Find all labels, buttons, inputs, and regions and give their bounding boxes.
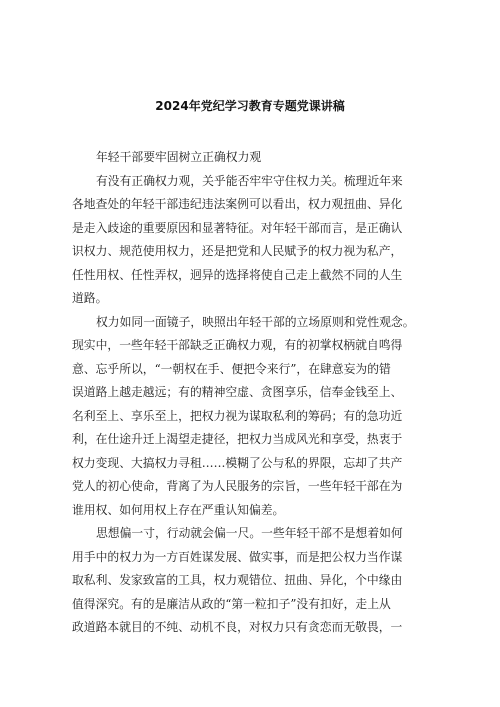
body-line: 是走入歧途的重要原因和显著特征。对年轻干部而言，是正确认 <box>72 220 403 235</box>
body-line: 年轻干部要牢固树立正确权力观 <box>96 150 262 164</box>
body-line: 有没有正确权力观，关乎能否牢牢守住权力关。梳理近年来 <box>96 173 403 188</box>
body-line: 用手中的权力为一方百姓谋发展、做实事，而是把公权力当作谋 <box>72 549 403 564</box>
document-title: 2024年党纪学习教育专题党课讲稿 <box>155 99 345 113</box>
document-body <box>72 146 436 640</box>
body-line: 谁用权、如何用权上存在严重认知偏差。 <box>72 502 285 517</box>
body-line: 各地查处的年轻干部违纪违法案例可以看出，权力观扭曲、异化 <box>72 197 403 211</box>
body-line: 权力变现、大搞权力寻租……模糊了公与私的界限，忘却了共产 <box>72 455 403 470</box>
body-line: 道路。 <box>72 291 108 305</box>
body-line: 任性用权、任性弄权，迥异的选择将使自己走上截然不同的人生 <box>72 267 403 282</box>
body-line: 权力如同一面镜子，映照出年轻干部的立场原则和党性观念。 <box>96 314 415 329</box>
body-line: 识权力、规范使用权力，还是把党和人民赋予的权力视为私产， <box>72 244 403 258</box>
body-line: 现实中，一些年轻干部缺乏正确权力观，有的初掌权柄就自鸣得 <box>72 338 403 352</box>
body-line: 政道路本就目的不纯、动机不良，对权力只有贪恋而无敬畏，一 <box>72 620 403 634</box>
body-line: 意、忘乎所以，“一朝权在手、便把令来行”，在肆意妄为的错 <box>72 361 391 376</box>
body-line: 党人的初心使命，背离了为人民服务的宗旨，一些年轻干部在为 <box>72 479 403 493</box>
body-line: 名利至上、享乐至上，把权力视为谋取私利的筹码；有的急功近 <box>72 408 403 423</box>
body-line: 思想偏一寸，行动就会偏一尺。一些年轻干部不是想着如何 <box>96 526 403 540</box>
body-line: 值得深究。有的是廉洁从政的“第一粒扣子”没有扣好，走上从 <box>72 596 391 611</box>
body-line: 误道路上越走越远；有的精神空虚、贪图享乐，信奉金钱至上、 <box>72 385 403 399</box>
body-line: 取私利、发家致富的工具，权力观错位、扭曲、异化，个中缘由 <box>72 573 403 587</box>
body-line: 利，在仕途升迁上渴望走捷径，把权力当成风光和享受，热衷于 <box>72 432 403 446</box>
